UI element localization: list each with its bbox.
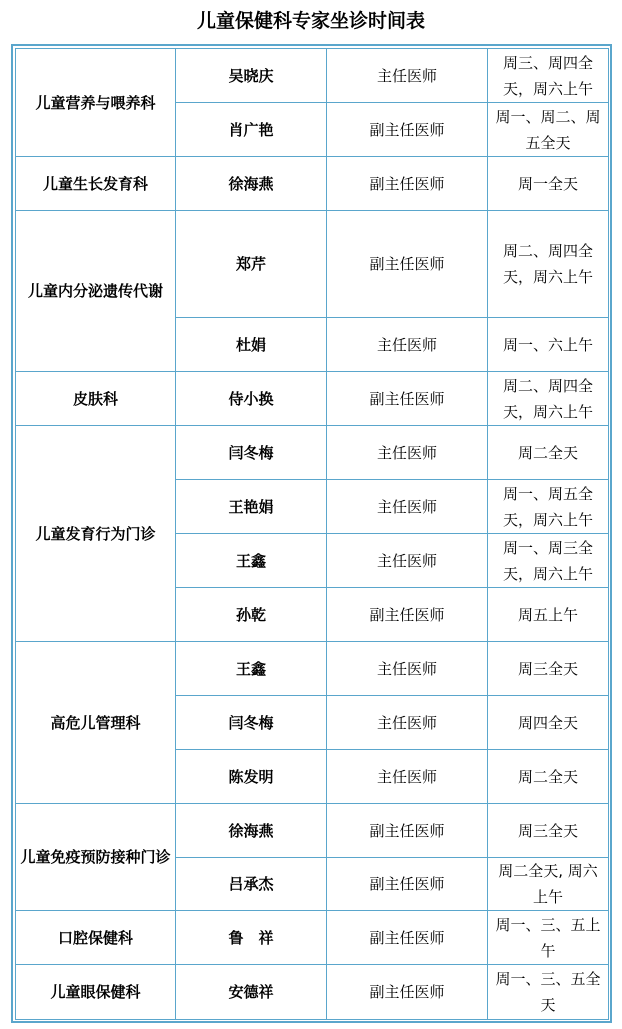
page-title: 儿童保健科专家坐诊时间表: [196, 10, 425, 32]
doctor-name: 王鑫: [176, 534, 327, 588]
department-cell: 儿童眼保健科: [16, 965, 176, 1020]
doctor-name: 王鑫: [176, 642, 327, 696]
table-row: [16, 911, 609, 965]
clinic-time: 周二全天: [488, 750, 609, 804]
clinic-time: 周三全天: [488, 642, 609, 696]
doctor-title: 副主任医师: [327, 965, 488, 1020]
doctor-title: 主任医师: [327, 642, 488, 696]
doctor-name: 鲁 祥: [176, 911, 327, 965]
clinic-time: 周一、三、五上午: [488, 911, 609, 965]
department-cell: 儿童发育行为门诊: [16, 426, 176, 642]
doctor-name: 王艳娟: [176, 480, 327, 534]
clinic-time: 周二、周四全天，周六上午: [488, 372, 609, 426]
doctor-title: 副主任医师: [327, 372, 488, 426]
clinic-time: 周二、周四全天，周六上午: [488, 211, 609, 318]
doctor-name: 徐海燕: [176, 804, 327, 858]
clinic-time: 周一、周五全天，周六上午: [488, 480, 609, 534]
clinic-time: 周一、三、五全天: [488, 965, 609, 1020]
doctor-name: 闫冬梅: [176, 696, 327, 750]
doctor-name: 杜娟: [176, 318, 327, 372]
department-cell: 皮肤科: [16, 372, 176, 426]
doctor-name: 吴晓庆: [176, 49, 327, 103]
clinic-time: 周三全天: [488, 804, 609, 858]
doctor-name: 闫冬梅: [176, 426, 327, 480]
department-cell: 口腔保健科: [16, 911, 176, 965]
doctor-name: 孙乾: [176, 588, 327, 642]
doctor-title: 主任医师: [327, 750, 488, 804]
table-row: [16, 157, 609, 211]
doctor-title: 主任医师: [327, 49, 488, 103]
doctor-name: 安德祥: [176, 965, 327, 1020]
doctor-title: 副主任医师: [327, 911, 488, 965]
schedule-table: [15, 48, 609, 1020]
doctor-title: 主任医师: [327, 480, 488, 534]
doctor-title: 主任医师: [327, 318, 488, 372]
doctor-title: 主任医师: [327, 696, 488, 750]
department-cell: 儿童内分泌遗传代谢: [16, 211, 176, 372]
clinic-time: 周一、周二、周五全天: [488, 103, 609, 157]
clinic-time: 周五上午: [488, 588, 609, 642]
table-row: [16, 426, 609, 480]
doctor-title: 副主任医师: [327, 588, 488, 642]
doctor-title: 副主任医师: [327, 103, 488, 157]
doctor-title: 主任医师: [327, 426, 488, 480]
clinic-time: 周一全天: [488, 157, 609, 211]
doctor-name: 陈发明: [176, 750, 327, 804]
doctor-name: 肖广艳: [176, 103, 327, 157]
doctor-name: 侍小换: [176, 372, 327, 426]
clinic-time: 周四全天: [488, 696, 609, 750]
doctor-name: 郑芹: [176, 211, 327, 318]
doctor-title: 副主任医师: [327, 157, 488, 211]
doctor-title: 副主任医师: [327, 211, 488, 318]
table-row: [16, 211, 609, 318]
doctor-title: 主任医师: [327, 534, 488, 588]
clinic-time: 周一、周三全天，周六上午: [488, 534, 609, 588]
doctor-title: 副主任医师: [327, 804, 488, 858]
doctor-title: 副主任医师: [327, 858, 488, 911]
table-row: [16, 965, 609, 1020]
doctor-name: 徐海燕: [176, 157, 327, 211]
table-row: [16, 49, 609, 103]
clinic-time: 周二全天: [488, 426, 609, 480]
table-row: [16, 372, 609, 426]
table-row: [16, 642, 609, 696]
table-row: [16, 804, 609, 858]
clinic-time: 周一、六上午: [488, 318, 609, 372]
doctor-name: 吕承杰: [176, 858, 327, 911]
department-cell: 儿童免疫预防接种门诊: [16, 804, 176, 911]
department-cell: 儿童营养与喂养科: [16, 49, 176, 157]
department-cell: 儿童生长发育科: [16, 157, 176, 211]
department-cell: 高危儿管理科: [16, 642, 176, 804]
clinic-time: 周三、周四全天，周六上午: [488, 49, 609, 103]
clinic-time: 周二全天, 周六上午: [488, 858, 609, 911]
